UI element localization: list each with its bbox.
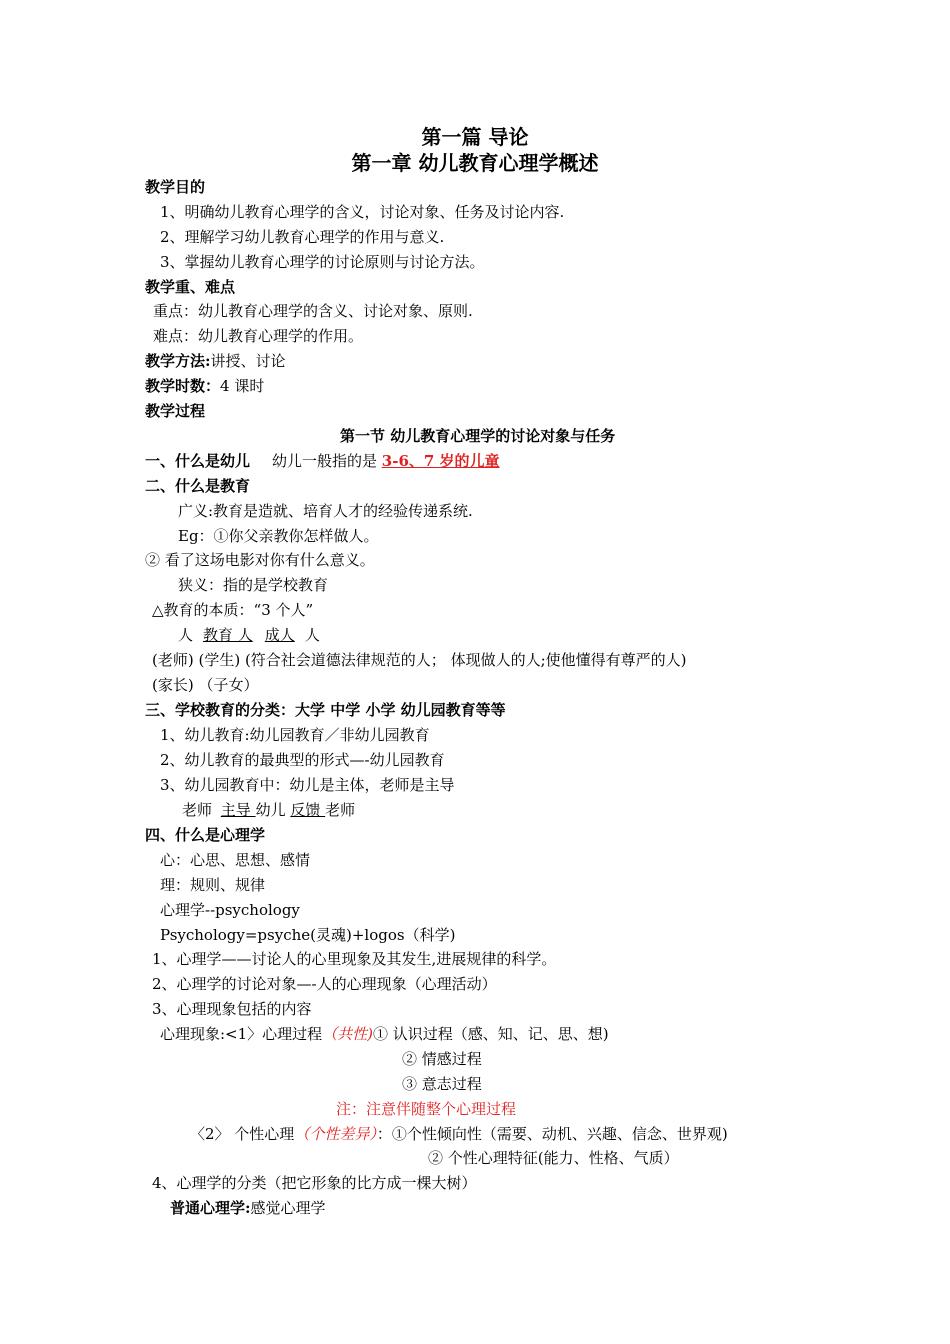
li-definition: 理：规则、规律 <box>160 876 266 894</box>
mental-process <box>160 1024 609 1044</box>
part-title: 第一篇 导论 <box>421 125 529 149</box>
example-1: Eg：①你父亲教你怎样做人。 <box>178 527 379 545</box>
educate-person: 教育 人 <box>203 626 253 644</box>
child-definition <box>145 451 500 471</box>
personality <box>190 1124 728 1144</box>
teacher-2: 老师 <box>325 801 356 819</box>
process-label: 心理现象:<1〉心理过程 <box>160 1025 323 1043</box>
s4-heading: 四、什么是心理学 <box>145 826 266 844</box>
hours-label: 教学时数： <box>145 377 221 395</box>
s3-item: 3、幼儿园教育中：幼儿是主体，老师是主导 <box>160 776 455 794</box>
psychology-point-4: 4、心理学的分类（把它形象的比方成一棵大树） <box>152 1174 477 1192</box>
general-label: 普通心理学: <box>170 1199 251 1217</box>
process-3: ③ 意志过程 <box>402 1075 482 1093</box>
education-essence: △教育的本质：“3 个人” <box>152 601 314 619</box>
s1-text: 幼儿一般指的是 <box>272 452 382 470</box>
objective-item: 1、明确幼儿教育心理学的含义，讨论对象、任务及讨论内容. <box>160 203 565 221</box>
psychology-term: 心理学--psychology <box>160 901 300 919</box>
personality-2: ② 个性心理特征(能力、性格、气质） <box>428 1149 679 1167</box>
s3-item: 2、幼儿教育的最典型的形式—-幼儿园教育 <box>160 751 445 769</box>
roles-row-1: (老师) (学生) (符合社会道德法律规范的人； 体现做人的人;使他懂得有尊严的人) <box>152 651 687 669</box>
s3-heading: 三、学校教育的分类：大学 中学 小学 幼儿园教育等等 <box>145 701 506 719</box>
three-person-diagram <box>178 625 320 645</box>
objective-item: 2、理解学习幼儿教育心理学的作用与意义. <box>160 228 445 246</box>
keypoints-heading: 教学重、难点 <box>145 278 236 296</box>
process-1: ① 认识过程（感、知、记、思、想) <box>373 1025 609 1043</box>
method-value: 讲授、讨论 <box>210 352 286 370</box>
attention-note: 注：注意伴随整个心理过程 <box>336 1100 517 1118</box>
teacher-1: 老师 <box>182 801 217 819</box>
roles-row-2: (家长) （子女） <box>152 676 259 694</box>
broad-definition: 广义:教育是造就、培育人才的经验传递系统. <box>178 502 473 520</box>
teacher-child-diagram <box>182 800 355 820</box>
narrow-definition: 狭义：指的是学校教育 <box>178 576 329 594</box>
teaching-hours <box>145 376 264 396</box>
age-highlight: 3-6、7 岁的儿童 <box>381 452 500 470</box>
method-label: 教学方法: <box>145 352 211 370</box>
section-title: 第一节 幼儿教育心理学的讨论对象与任务 <box>340 427 616 445</box>
adult: 成人 <box>264 626 295 644</box>
psychology-point-1: 1、心理学——讨论人的心里现象及其发生,进展规律的科学。 <box>152 950 557 968</box>
lead: 主导 <box>220 801 256 819</box>
psychology-etymology: Psychology=psyche(灵魂)+logos（科学) <box>160 926 456 944</box>
s3-item: 1、幼儿教育:幼儿园教育／非幼儿园教育 <box>160 726 430 744</box>
person-1: 人 <box>178 626 194 644</box>
teaching-method <box>145 351 286 371</box>
objective-item: 3、掌握幼儿教育心理学的讨论原则与讨论方法。 <box>160 253 485 271</box>
key-point: 重点：幼儿教育心理学的含义、讨论对象、原则. <box>153 302 473 320</box>
psychology-point-3: 3、心理现象包括的内容 <box>152 1000 312 1018</box>
hours-value: 4 课时 <box>220 377 265 395</box>
objectives-heading: 教学目的 <box>145 178 206 196</box>
process-2: ② 情感过程 <box>402 1050 482 1068</box>
personality-tag: （个性差异） <box>294 1125 377 1143</box>
process-tag: （共性) <box>322 1025 374 1043</box>
example-2: ② 看了这场电影对你有什么意义。 <box>145 551 375 569</box>
difficult-point: 难点：幼儿教育心理学的作用。 <box>153 327 364 345</box>
general-psychology <box>170 1198 326 1218</box>
s1-heading: 一、什么是幼儿 <box>145 452 251 470</box>
personality-label: 〈2〉 个性心理 <box>190 1125 295 1143</box>
person-3: 人 <box>304 626 320 644</box>
feedback: 反馈 <box>290 801 326 819</box>
general-value: 感觉心理学 <box>250 1199 326 1217</box>
chapter-title: 第一章 幼儿教育心理学概述 <box>351 151 599 175</box>
xin-definition: 心：心思、思想、感情 <box>160 851 311 869</box>
s2-heading: 二、什么是教育 <box>145 477 251 495</box>
personality-1: ：①个性倾向性（需要、动机、兴趣、信念、世界观) <box>376 1125 728 1143</box>
psychology-point-2: 2、心理学的讨论对象—-人的心理现象（心理活动） <box>152 975 497 993</box>
process-heading: 教学过程 <box>145 402 206 420</box>
child: 幼儿 <box>255 801 291 819</box>
